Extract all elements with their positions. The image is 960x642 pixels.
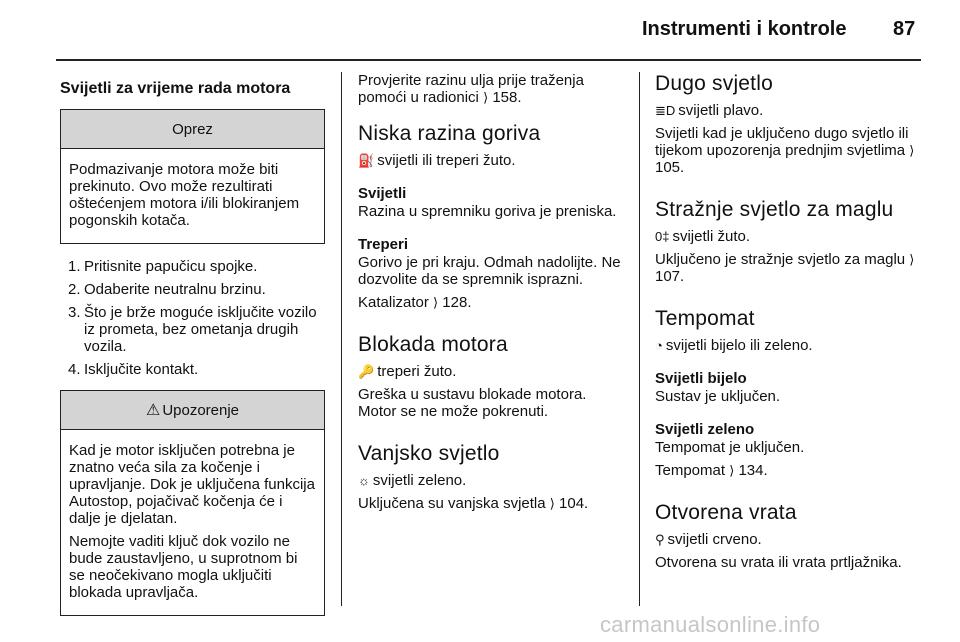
page-ref: 158. bbox=[492, 89, 522, 106]
oil-check-text: Provjerite razinu ulja prije traženja pomoći u radionici ⟩ 158. bbox=[358, 72, 584, 106]
immobiliser-heading: Blokada motora bbox=[358, 333, 508, 356]
warning-box bbox=[60, 390, 325, 616]
page-ref: 104. bbox=[559, 495, 589, 512]
cruise-green-heading: Svijetli zeleno bbox=[655, 421, 755, 438]
page-ref-icon: ⟩ bbox=[433, 295, 439, 310]
cruise-control-icon: ◔ bbox=[655, 338, 663, 353]
catalyst-ref-line: Katalizator ⟩ 128. bbox=[358, 294, 472, 311]
column-divider-2 bbox=[639, 72, 640, 606]
fuel-blink-heading: Treperi bbox=[358, 236, 409, 253]
page-ref-icon: ⟩ bbox=[909, 143, 915, 158]
fuel-on-text: Razina u spremniku goriva je preniska. bbox=[358, 203, 617, 220]
fuel-pump-icon: ⛽ bbox=[358, 153, 375, 168]
page-ref-icon: ⟩ bbox=[483, 90, 489, 105]
steps-list bbox=[60, 258, 325, 378]
step-item: 4. Isključite kontakt. bbox=[68, 361, 199, 378]
door-text: Otvorena su vrata ili vrata prtljažnika. bbox=[655, 554, 902, 571]
warning-triangle-icon: ⚠ bbox=[145, 402, 161, 419]
page-header bbox=[0, 0, 960, 60]
cruise-control-heading: Tempomat bbox=[655, 307, 755, 330]
page-ref-icon: ⟩ bbox=[549, 496, 555, 511]
column-middle bbox=[358, 72, 626, 518]
column-right bbox=[655, 72, 925, 577]
car-key-icon: 🔑 bbox=[358, 364, 375, 379]
exterior-light-heading: Vanjsko svjetlo bbox=[358, 442, 500, 465]
caution-text: Podmazivanje motora može biti prekinuto. Ovo može rezultirati oštećenjem motora i/ili blokiranjem pogonskih kotača. bbox=[69, 161, 300, 229]
fuel-heading: Niska razina goriva bbox=[358, 122, 541, 145]
step-item: 1. Pritisnite papučicu spojke. bbox=[68, 258, 258, 275]
cruise-ref-line: Tempomat ⟩ 134. bbox=[655, 462, 768, 479]
page-title: Instrumenti i kontrole bbox=[642, 18, 847, 40]
header-divider bbox=[56, 59, 921, 61]
page-ref: 105. bbox=[655, 159, 685, 176]
high-beam-icon-line: ≣D svijetli plavo. bbox=[655, 102, 764, 119]
warning-header bbox=[61, 391, 324, 430]
page-ref: 128. bbox=[442, 294, 472, 311]
cruise-icon-line: ◔ svijetli bijelo ili zeleno. bbox=[655, 337, 813, 354]
step-item: 2. Odaberite neutralnu brzinu. bbox=[68, 281, 266, 298]
fuel-icon-line: ⛽ svijetli ili treperi žuto. bbox=[358, 152, 516, 169]
fuel-on-heading: Svijetli bbox=[358, 185, 407, 202]
rear-fog-heading: Stražnje svjetlo za maglu bbox=[655, 198, 894, 221]
watermark: carmanualsonline.info bbox=[600, 612, 821, 637]
door-open-icon: ⚲ bbox=[655, 532, 665, 547]
fuel-blink-text: Gorivo je pri kraju. Odmah nadolijte. Ne dozvolite da se spremnik isprazni. bbox=[358, 254, 621, 288]
section-heading-engine-running: Svijetli za vrijeme rada motora bbox=[60, 80, 291, 97]
step-item: 3. Što je brže moguće isključite vozilo iz prometa, bez ometanja drugih vozila. bbox=[68, 304, 317, 355]
page-ref-icon: ⟩ bbox=[909, 252, 915, 267]
caution-box bbox=[60, 109, 325, 244]
page-number: 87 bbox=[893, 18, 916, 40]
cruise-white-heading: Svijetli bijelo bbox=[655, 370, 747, 387]
page-ref-icon: ⟩ bbox=[729, 463, 735, 478]
rear-fog-icon-line: 0‡ svijetli žuto. bbox=[655, 228, 750, 245]
door-icon-line: ⚲ svijetli crveno. bbox=[655, 531, 762, 548]
immobiliser-text: Greška u sustavu blokade motora. Motor se ne može pokrenuti. bbox=[358, 386, 587, 420]
warning-text-2: Nemojte vaditi ključ dok vozilo ne bude zaustavljeno, u suprotnom bi se neočekivano mogla uključiti blokada upravljača. bbox=[69, 533, 298, 601]
page-ref: 134. bbox=[738, 462, 768, 479]
column-divider-1 bbox=[341, 72, 342, 606]
rear-fog-text-line: Uključeno je stražnje svjetlo za maglu ⟩ 107. bbox=[655, 251, 915, 285]
exterior-light-icon: ☼ bbox=[358, 473, 370, 488]
cruise-green-text: Tempomat je uključen. bbox=[655, 439, 805, 456]
rear-fog-light-icon: 0‡ bbox=[655, 229, 670, 244]
high-beam-icon: ≣D bbox=[655, 103, 676, 118]
column-left bbox=[60, 72, 325, 630]
exterior-icon-line: ☼ svijetli zeleno. bbox=[358, 472, 467, 489]
door-open-heading: Otvorena vrata bbox=[655, 501, 797, 524]
high-beam-text-line: Svijetli kad je uključeno dugo svjetlo ili tijekom upozorenja prednjim svjetlima ⟩ 105. bbox=[655, 125, 915, 176]
caution-title: Oprez bbox=[61, 110, 324, 149]
high-beam-heading: Dugo svjetlo bbox=[655, 72, 773, 95]
exterior-text-line: Uključena su vanjska svjetla ⟩ 104. bbox=[358, 495, 589, 512]
cruise-white-text: Sustav je uključen. bbox=[655, 388, 781, 405]
warning-text-1: Kad je motor isključen potrebna je znatno veća sila za kočenje i upravljanje. Dok je uključena funkcija Autostop, pojačivač kočenja će i dalje je djelatan. bbox=[69, 442, 315, 527]
page-ref: 107. bbox=[655, 268, 685, 285]
warning-title: Upozorenje bbox=[162, 402, 240, 419]
immobiliser-icon-line: 🔑 treperi žuto. bbox=[358, 363, 457, 380]
